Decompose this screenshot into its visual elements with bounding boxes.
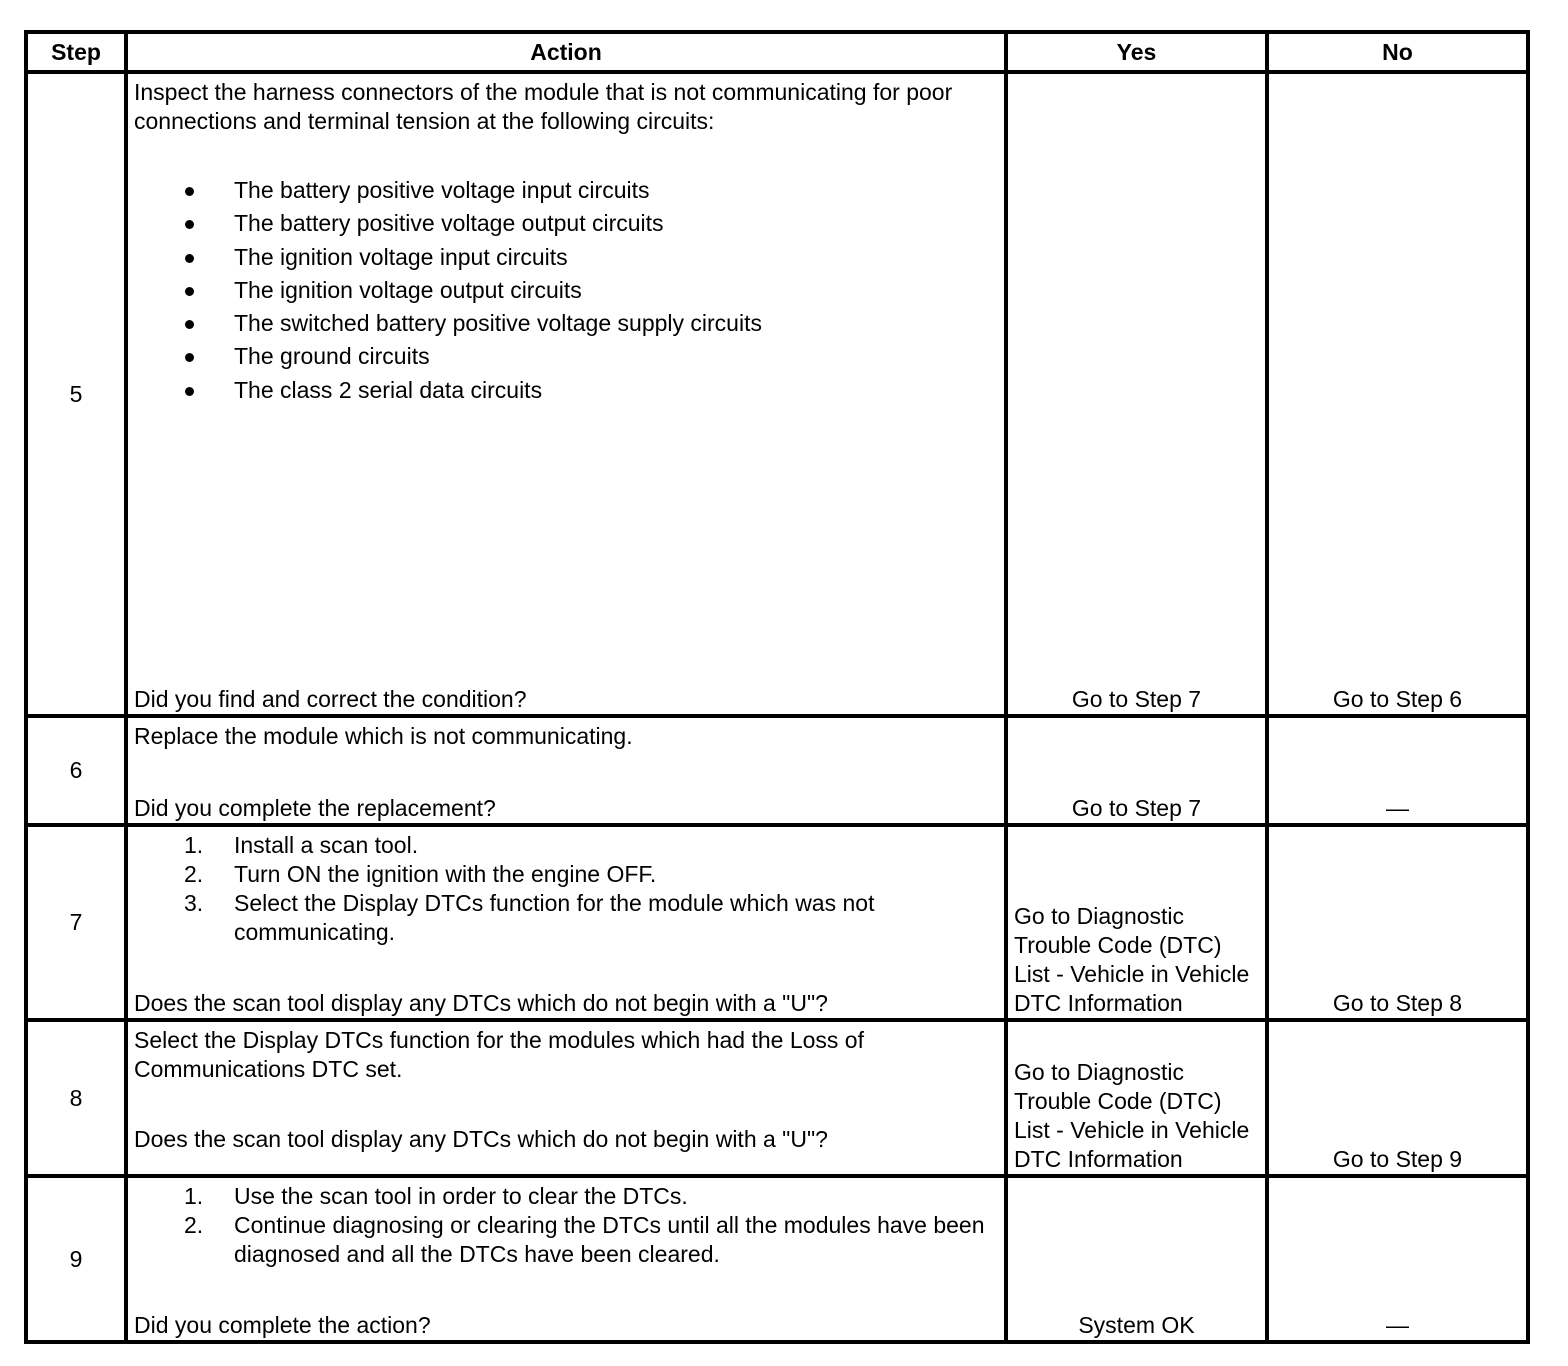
action-intro: Inspect the harness connectors of the module that is not communicating for poor connections and terminal tension at the following circuits: xyxy=(134,79,953,134)
list-item: The ground circuits xyxy=(134,340,998,373)
list-item: 2. Continue diagnosing or clearing the DTCs until all the modules have been diagnosed and all the DTCs have been cleared. xyxy=(184,1212,985,1267)
yes-link[interactable]: Go to Diagnostic Trouble Code (DTC) List - Vehicle in Vehicle DTC Information xyxy=(1014,903,1250,1016)
list-item: The ignition voltage output circuits xyxy=(134,274,998,307)
table-row xyxy=(26,1020,1528,1176)
action-question: Does the scan tool display any DTCs which do not begin with a "U"? xyxy=(134,990,828,1016)
action-question: Does the scan tool display any DTCs which do not begin with a "U"? xyxy=(134,1126,828,1152)
action-intro: Replace the module which is not communicating. xyxy=(134,723,633,749)
header-step: Step xyxy=(26,32,126,72)
action-question: Did you complete the action? xyxy=(134,1312,431,1338)
no-link[interactable]: Go to Step 9 xyxy=(1332,1146,1463,1172)
circuit-list xyxy=(134,174,998,407)
step-number: 6 xyxy=(26,716,126,825)
action-cell xyxy=(126,1176,1006,1342)
action-cell xyxy=(126,716,1006,825)
table-row xyxy=(26,716,1528,825)
no-link[interactable]: Go to Step 6 xyxy=(1332,686,1463,712)
procedure-list xyxy=(134,1182,998,1269)
action-intro: Select the Display DTCs function for the modules which had the Loss of Communications DTC set. xyxy=(134,1027,864,1082)
step-number: 5 xyxy=(26,72,126,716)
table-row xyxy=(26,72,1528,716)
no-cell xyxy=(1267,1176,1528,1342)
no-cell xyxy=(1267,825,1528,1020)
list-item: The battery positive voltage output circuits xyxy=(134,207,998,240)
diagnostic-table xyxy=(24,30,1530,1344)
yes-cell xyxy=(1006,1176,1267,1342)
action-cell xyxy=(126,1020,1006,1176)
step-number: 8 xyxy=(26,1020,126,1176)
no-cell xyxy=(1267,72,1528,716)
list-item: 2. Turn ON the ignition with the engine OFF. xyxy=(184,861,657,887)
yes-link[interactable]: Go to Step 7 xyxy=(1071,686,1202,712)
header-row xyxy=(26,32,1528,72)
yes-link[interactable]: Go to Step 7 xyxy=(1071,795,1202,821)
step-number: 7 xyxy=(26,825,126,1020)
yes-link[interactable]: Go to Diagnostic Trouble Code (DTC) List - Vehicle in Vehicle DTC Information xyxy=(1014,1059,1250,1172)
no-cell xyxy=(1267,1020,1528,1176)
yes-cell xyxy=(1006,72,1267,716)
list-item: The class 2 serial data circuits xyxy=(134,374,998,407)
no-dash: — xyxy=(1386,795,1409,821)
action-question: Did you complete the replacement? xyxy=(134,795,496,821)
table-row xyxy=(26,1176,1528,1342)
action-question: Did you find and correct the condition? xyxy=(134,686,527,712)
no-cell xyxy=(1267,716,1528,825)
list-item: The switched battery positive voltage supply circuits xyxy=(134,307,998,340)
table-row xyxy=(26,825,1528,1020)
action-cell xyxy=(126,72,1006,716)
list-item: 1. Use the scan tool in order to clear the DTCs. xyxy=(184,1183,688,1209)
yes-cell xyxy=(1006,1020,1267,1176)
list-item: The battery positive voltage input circuits xyxy=(134,174,998,207)
no-link[interactable]: Go to Step 8 xyxy=(1332,990,1463,1016)
yes-cell xyxy=(1006,825,1267,1020)
action-cell xyxy=(126,825,1006,1020)
list-item: The ignition voltage input circuits xyxy=(134,241,998,274)
header-action: Action xyxy=(126,32,1006,72)
yes-status: System OK xyxy=(1078,1312,1195,1338)
header-yes: Yes xyxy=(1006,32,1267,72)
header-no: No xyxy=(1267,32,1528,72)
step-number: 9 xyxy=(26,1176,126,1342)
procedure-list xyxy=(134,831,998,947)
no-dash: — xyxy=(1386,1312,1409,1338)
list-item: 3. Select the Display DTCs function for the module which was not communicating. xyxy=(184,890,875,945)
list-item: 1. Install a scan tool. xyxy=(184,832,419,858)
yes-cell xyxy=(1006,716,1267,825)
